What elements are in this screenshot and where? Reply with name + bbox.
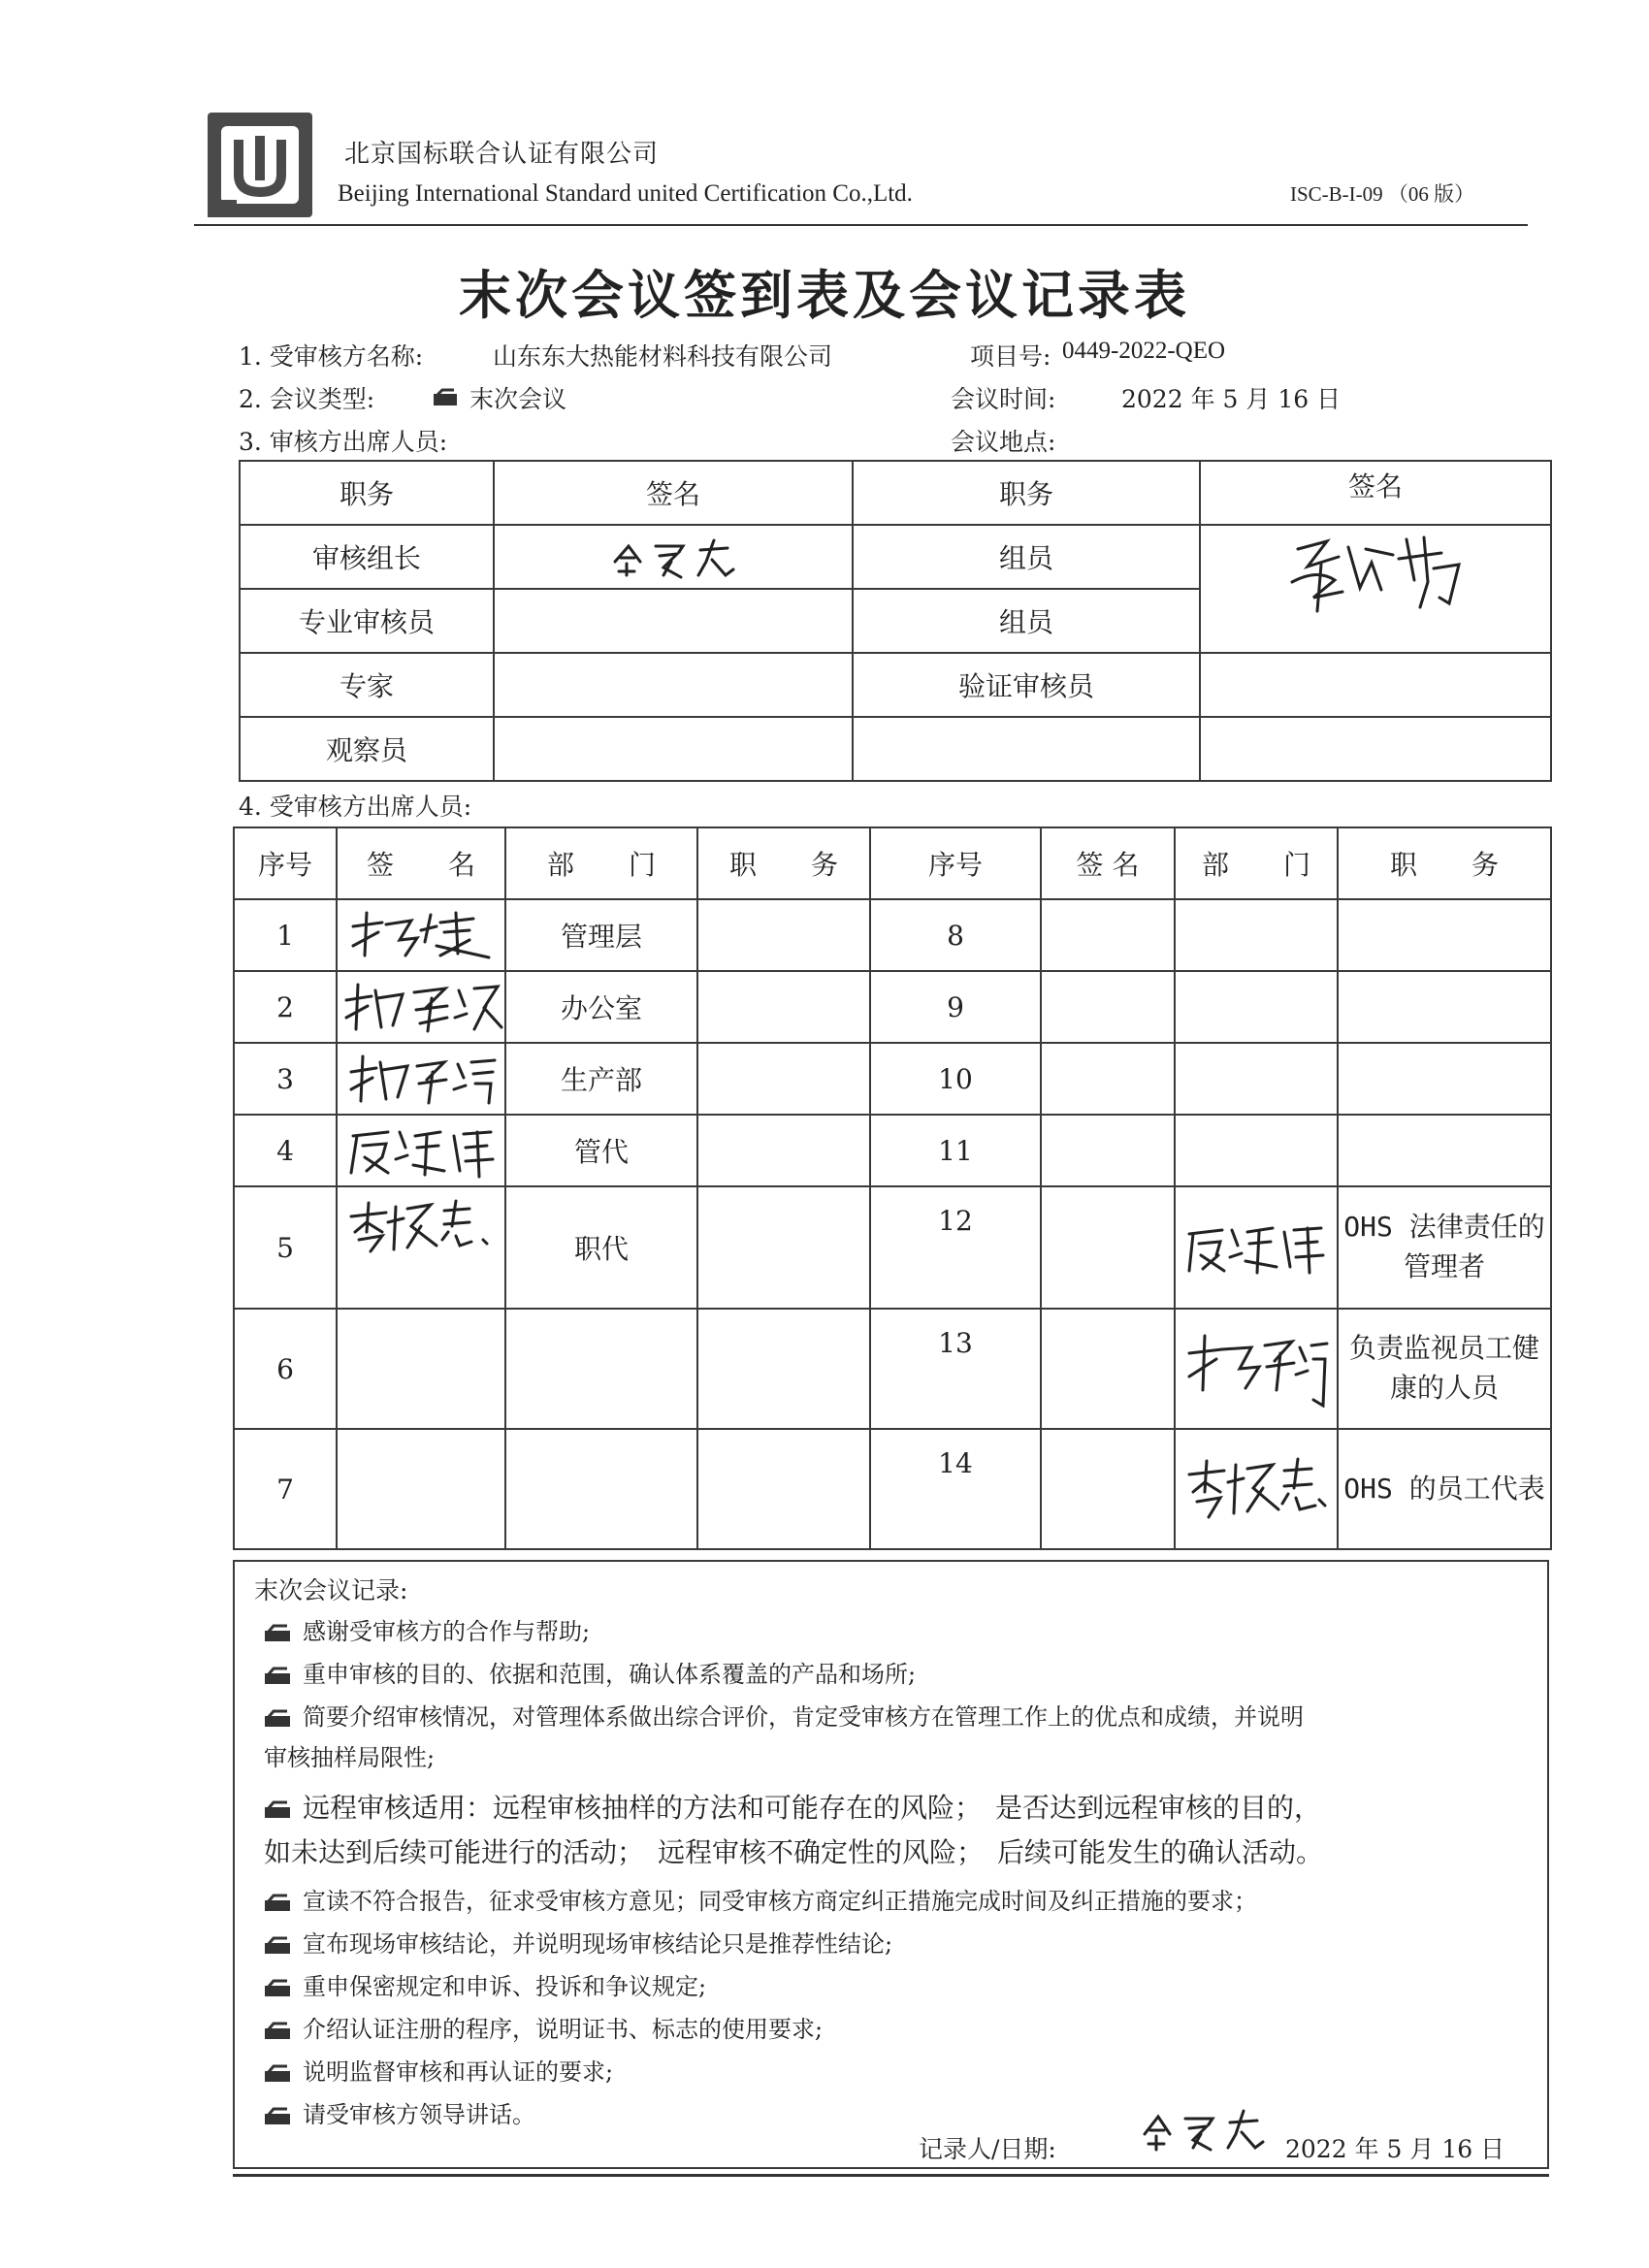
department-cell xyxy=(1175,1186,1338,1309)
department-cell xyxy=(1175,899,1338,971)
signature-cell xyxy=(494,717,853,781)
handwritten-signature xyxy=(343,1051,499,1107)
signature-cell xyxy=(337,1429,505,1549)
checkbox-checked-icon xyxy=(264,1709,291,1729)
signature-cell xyxy=(1041,1309,1175,1429)
auditee-value: 山东东大热能材料科技有限公司 xyxy=(493,342,833,371)
bottom-divider xyxy=(233,2174,1549,2177)
signature-cell xyxy=(337,899,505,971)
note-continuation: 如未达到后续可能进行的活动； 远程审核不确定性的风险； 后续可能发生的确认活动。 xyxy=(264,1836,1324,1868)
handwritten-signature xyxy=(1183,1455,1329,1523)
recorder-date: 2022 年 5 月 16 日 xyxy=(1285,2135,1505,2163)
meeting-notes-title: 末次会议记录: xyxy=(254,1576,408,1604)
project-label: 项目号: xyxy=(970,342,1051,371)
role-cell: 专家 xyxy=(240,653,494,717)
auditee-attendees-label: 4. 受审核方出席人员: xyxy=(239,793,472,821)
role-cell: 验证审核员 xyxy=(853,653,1200,717)
checkbox-checked-icon xyxy=(264,2064,291,2084)
role-cell: 专业审核员 xyxy=(240,589,494,653)
role-cell: OHS 的员工代表 xyxy=(1338,1429,1551,1549)
row-number: 12 xyxy=(870,1186,1041,1309)
header-cell: 序号 xyxy=(870,827,1041,899)
audit-attendees-label: 3. 审核方出席人员: xyxy=(239,428,448,456)
table-row xyxy=(234,1429,1551,1549)
role-cell xyxy=(697,1309,870,1429)
row-number: 8 xyxy=(870,899,1041,971)
note-text: 宣布现场审核结论，并说明现场审核结论只是推荐性结论; xyxy=(303,1930,893,1958)
note-item xyxy=(264,2053,613,2087)
header-cell: 签 名 xyxy=(337,827,505,899)
note-item xyxy=(264,1882,1257,1916)
table-row xyxy=(240,525,1551,589)
audit-table-header xyxy=(240,461,1551,525)
table-row xyxy=(234,899,1551,971)
table-row xyxy=(234,1309,1551,1429)
row-number: 1 xyxy=(234,899,337,971)
signature-cell xyxy=(1200,717,1551,781)
checkbox-checked-icon xyxy=(264,2022,291,2041)
department-cell: 职代 xyxy=(505,1186,697,1309)
handwritten-signature xyxy=(343,907,499,963)
auditee-attendees-table xyxy=(233,826,1552,1550)
checkbox-checked-icon xyxy=(264,1800,291,1820)
signature-cell xyxy=(337,1309,505,1429)
header-cell: 序号 xyxy=(234,827,337,899)
handwritten-signature xyxy=(343,1122,499,1179)
audit-team-table xyxy=(239,460,1552,782)
role-cell xyxy=(1338,971,1551,1043)
handwritten-signature xyxy=(1183,1218,1329,1277)
department-cell: 管理层 xyxy=(505,899,697,971)
meeting-time-label: 会议时间: xyxy=(951,385,1056,413)
row-number: 9 xyxy=(870,971,1041,1043)
checkbox-checked-icon xyxy=(264,2107,291,2126)
department-cell: 管代 xyxy=(505,1115,697,1186)
document-code: ISC-B-I-09 （06 版） xyxy=(1290,182,1475,206)
role-cell xyxy=(853,717,1200,781)
department-cell: 办公室 xyxy=(505,971,697,1043)
header-cell: 职务 xyxy=(240,461,494,525)
role-cell xyxy=(1338,1043,1551,1115)
checkbox-checked-icon xyxy=(264,1894,291,1913)
handwritten-signature xyxy=(1183,1330,1329,1408)
row-number: 6 xyxy=(234,1309,337,1429)
signature-cell xyxy=(1041,1186,1175,1309)
role-cell: OHS 法律责任的管理者 xyxy=(1338,1186,1551,1309)
role-cell xyxy=(1338,1115,1551,1186)
note-text: 说明监督审核和再认证的要求; xyxy=(303,2058,614,2086)
signature-cell xyxy=(1200,525,1551,653)
auditee-table-header xyxy=(234,827,1551,899)
handwritten-signature xyxy=(343,1197,499,1253)
header-cell: 职 务 xyxy=(697,827,870,899)
department-cell xyxy=(505,1309,697,1429)
project-value: 0449-2022-QEO xyxy=(1062,338,1226,364)
department-cell xyxy=(1175,1429,1338,1549)
signature-cell xyxy=(494,653,853,717)
signature-cell xyxy=(494,525,853,589)
handwritten-signature xyxy=(1278,530,1472,617)
header-cell: 部 门 xyxy=(1175,827,1338,899)
department-cell: 生产部 xyxy=(505,1043,697,1115)
row-number: 13 xyxy=(870,1309,1041,1429)
page-title: 末次会议签到表及会议记录表 xyxy=(459,264,1190,326)
note-item xyxy=(264,1655,916,1689)
row-number: 7 xyxy=(234,1429,337,1549)
signature-cell xyxy=(337,971,505,1043)
signature-cell xyxy=(1041,971,1175,1043)
note-item xyxy=(264,1967,706,2001)
department-cell xyxy=(505,1429,697,1549)
note-text: 简要介绍审核情况，对管理体系做出综合评价，肯定受审核方在管理工作上的优点和成绩，并说明 xyxy=(303,1703,1304,1731)
table-row xyxy=(234,1186,1551,1309)
checkbox-checked-icon xyxy=(264,1667,291,1686)
handwritten-signature xyxy=(605,533,741,581)
checkbox-checked-icon xyxy=(264,1624,291,1643)
row-number: 2 xyxy=(234,971,337,1043)
header-divider xyxy=(194,224,1528,226)
note-item xyxy=(264,1612,590,1646)
row-number: 4 xyxy=(234,1115,337,1186)
role-cell xyxy=(697,1043,870,1115)
note-text: 重申审核的目的、依据和范围，确认体系覆盖的产品和场所; xyxy=(303,1661,917,1688)
handwritten-signature xyxy=(1135,2103,1271,2157)
note-text: 宣读不符合报告，征求受审核方意见；同受审核方商定纠正措施完成时间及纠正措施的要求； xyxy=(303,1888,1257,1915)
role-cell xyxy=(697,899,870,971)
note-item xyxy=(264,1787,1321,1826)
role-cell: 组员 xyxy=(853,525,1200,589)
header-cell: 签名 xyxy=(494,461,853,525)
checkbox-checked-icon xyxy=(264,1936,291,1956)
meeting-type-value: 末次会议 xyxy=(469,385,567,413)
role-cell: 组员 xyxy=(853,589,1200,653)
table-row xyxy=(234,971,1551,1043)
signature-cell xyxy=(1041,899,1175,971)
row-number: 14 xyxy=(870,1429,1041,1549)
department-cell xyxy=(1175,1309,1338,1429)
checkbox-checked-icon xyxy=(264,1979,291,1998)
company-name-cn: 北京国标联合认证有限公司 xyxy=(344,140,660,169)
signature-cell xyxy=(1041,1043,1175,1115)
table-row xyxy=(240,717,1551,781)
note-continuation: 审核抽样局限性; xyxy=(264,1744,436,1771)
role-cell: 观察员 xyxy=(240,717,494,781)
note-item xyxy=(264,1925,892,1959)
meeting-time-value: 2022 年 5 月 16 日 xyxy=(1121,385,1342,413)
company-name-en: Beijing International Standard united Certification Co.,Ltd. xyxy=(338,180,913,207)
note-text: 介绍认证注册的程序，说明证书、标志的使用要求; xyxy=(303,2016,824,2043)
company-logo xyxy=(206,111,314,219)
role-cell xyxy=(697,1115,870,1186)
signature-cell xyxy=(494,589,853,653)
signature-cell xyxy=(337,1115,505,1186)
row-number: 3 xyxy=(234,1043,337,1115)
header-cell: 签名 xyxy=(1200,461,1551,525)
department-cell xyxy=(1175,1043,1338,1115)
row-number: 11 xyxy=(870,1115,1041,1186)
header-cell: 部 门 xyxy=(505,827,697,899)
role-cell xyxy=(697,1429,870,1549)
role-cell xyxy=(697,1186,870,1309)
header-cell: 职 务 xyxy=(1338,827,1551,899)
signature-cell xyxy=(1041,1429,1175,1549)
checkbox-checked-icon xyxy=(433,388,458,407)
row-number: 5 xyxy=(234,1186,337,1309)
table-row xyxy=(234,1115,1551,1186)
note-item xyxy=(264,2010,823,2044)
signature-cell xyxy=(1200,653,1551,717)
role-cell: 审核组长 xyxy=(240,525,494,589)
recorder-label: 记录人/日期: xyxy=(919,2135,1056,2163)
department-cell xyxy=(1175,1115,1338,1186)
note-text: 远程审核适用：远程审核抽样的方法和可能存在的风险； 是否达到远程审核的目的， xyxy=(303,1792,1322,1824)
note-text: 请受审核方领导讲话。 xyxy=(303,2101,535,2128)
note-text: 重申保密规定和申诉、投诉和争议规定; xyxy=(303,1973,707,2000)
header-cell: 职务 xyxy=(853,461,1200,525)
role-cell: 负责监视员工健康的人员 xyxy=(1338,1309,1551,1429)
auditee-label: 1. 受审核方名称: xyxy=(239,342,424,371)
note-text: 感谢受审核方的合作与帮助; xyxy=(303,1618,591,1645)
signature-cell xyxy=(337,1043,505,1115)
role-cell xyxy=(697,971,870,1043)
meeting-place-label: 会议地点: xyxy=(951,428,1056,456)
signature-cell xyxy=(1041,1115,1175,1186)
table-row xyxy=(234,1043,1551,1115)
row-number: 10 xyxy=(870,1043,1041,1115)
header-cell: 签 名 xyxy=(1041,827,1175,899)
signature-cell xyxy=(337,1186,505,1309)
meeting-type-label: 2. 会议类型: xyxy=(239,385,375,413)
note-item xyxy=(264,1698,1304,1732)
note-item xyxy=(264,2095,535,2129)
table-row xyxy=(240,653,1551,717)
role-cell xyxy=(1338,899,1551,971)
department-cell xyxy=(1175,971,1338,1043)
handwritten-signature xyxy=(339,979,503,1035)
